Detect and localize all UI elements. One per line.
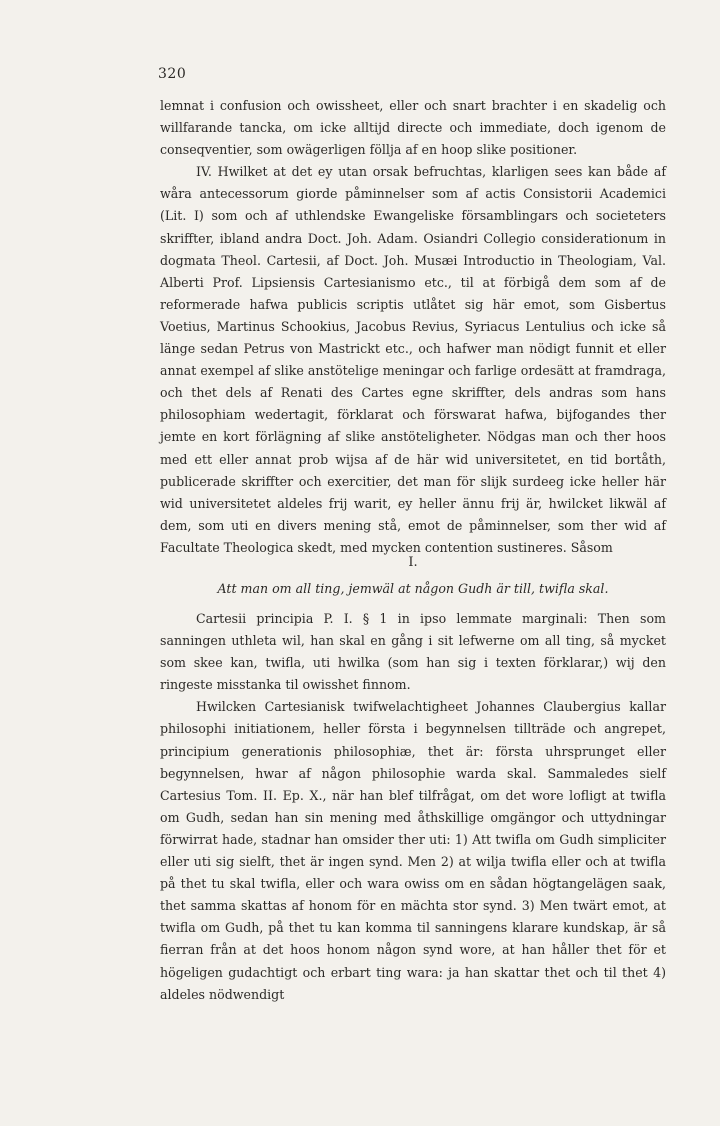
paragraph-iv: IV. Hwilket at det ey utan orsak befruchtas, klarligen sees kan både af wåra antecessorum giorde påminnelser som af actis Consistorii Academici (Lit. I) som och af uthlendske Ewangeliske församblingars och societeters skriffter, ibland andra Doct. Joh. Adam. Osiandri Collegio considerationum in dogmata Theol. Cartesii, af Doct. Joh. Musæi Introductio in Theologiam, Val. Alberti Prof. Lipsiensis Cartesianismo etc., til at förbigå dem som af de reformerade hafwa publicis scriptis utlåtet sig här emot, som Gisbertus Voetius, Martinus Schookius, Jacobus Revius, Syriacus Lentulius och icke så länge sedan Petrus von Mastrickt etc., och hafwer man nödigt funnit et eller annat exempel af slike anstötelige meningar och farlige ordesätt at framdraga, och thet dels af Renati des Cartes egne skriffter, dels andras som hans philosophiam wedertagit, förklarat och förswarat hafwa, bijfogandes ther jemte en kort förlägning af slike anstöteligheter. Nödgas man och ther hoos med ett eller annat prob wijsa af de här wid universitetet, en tid bortåth, publicerade skriffter och exercitier, det man för slijk surdeeg icke heller här wid universitetet aldeles frij warit, ey heller ännu frij är, hwilcket likwäl af dem, som uti en divers mening stå, emot de påminnelser, som ther wid af Facultate Theologica skedt, med mycken contention sustineres. Såsom <box>160 164 666 555</box>
text-block-bottom <box>160 608 666 1006</box>
paragraph-cartesii-principia: Cartesii principia P. I. § 1 in ipso lemmate marginali: Then som sanningen uthleta wil, han skal en gång i sit lefwerne om all ting, så mycket som skee kan, twifla, uti hwilka (som han sig i texten förklarar,) wij den ringeste misstanka til owisshet finnom. <box>160 611 666 693</box>
section-numeral: I. <box>408 555 418 570</box>
paragraph-hwilcken: Hwilcken Cartesianisk twifwelachtigheet Johannes Claubergius kallar philosophi initiationem, heller första i begynnelsen tillträde och angrepet, principium generationis philosophiæ, thet är: första uhrsprunget eller begynnelsen, hwar af någon philosophie warda skal. Sammaledes sielf Cartesius Tom. II. Ep. X., när han blef tilfrågat, om det wore lofligt at twifla om Gudh, sedan han sin mening med åthskillige omgängor och uttydningar förwirrat hade, stadnar han omsider ther uti: 1) Att twifla om Gudh simpliciter eller uti sig sielft, thet är ingen synd. Men 2) at wilja twifla eller och at twifla på thet tu skal twifla, eller och wara owiss om en sådan högtangelägen saak, thet samma skattas af honom för en mächta stor synd. 3) Men twärt emot, at twifla om Gudh, på thet tu kan komma til sanningens klarare kundskap, är så fierran från at det hoos honom någon synd wore, at han håller thet för et högeligen gudachtigt och erbart ting wara: ja han skattar thet och til thet 4) aldeles nödwendigt <box>160 699 666 1002</box>
page-number: 320 <box>158 66 187 82</box>
section-title: Att man om all ting, jemwäl at någon Gudh är till, twifla skal. <box>217 581 609 596</box>
text-block-top <box>160 95 666 559</box>
paragraph-continuation: lemnat i confusion och owissheet, eller och snart brachter i en skadelig och willfarande tancka, om icke alltijd directe och immediate, doch igenom de conseqventier, som owägerligen föllja af en hoop slike positioner. <box>160 98 666 158</box>
